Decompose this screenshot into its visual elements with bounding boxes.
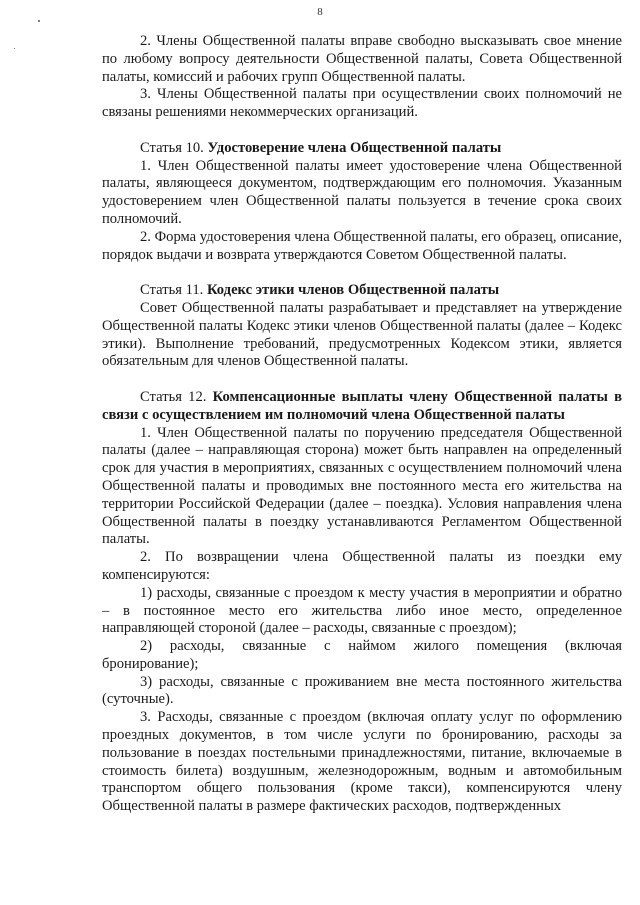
article-label: Статья 10.: [140, 139, 204, 156]
list-item: 3) расходы, связанные с проживанием вне места постоянного жительства (суточные).: [102, 673, 622, 708]
scan-speck: [38, 20, 40, 22]
paragraph: 3. Расходы, связанные с проездом (включая оплату услуг по оформлению проездных документов, в том числе услуги по бронированию, расходы за пользование в поездах постельными принадлежностями, питание, включаемые в стоимость билета) воздушным, железнодорожным, водным и автомобильным транспортом общего пользования (кроме такси), компенсируются члену Общественной палаты в размере фактических расходов, подтвержденных: [102, 709, 622, 815]
article-label: Статья 11.: [140, 282, 204, 299]
paragraph: 2. Члены Общественной палаты вправе свободно высказывать свое мнение по любому вопросу деятельности Общественной палаты, Совета Общественной палаты, комиссий и рабочих групп Общественной палаты.: [102, 33, 622, 85]
paragraph: 2. По возвращении члена Общественной палаты из поездки ему компенсируются:: [102, 549, 622, 583]
list-item: 2) расходы, связанные с наймом жилого помещения (включая бронирование);: [102, 638, 622, 672]
paragraph: 2. Форма удостоверения члена Общественной палаты, его образец, описание, порядок выдачи и возврата утверждаются Советом Общественной палаты.: [102, 228, 622, 263]
paragraph: 3. Члены Общественной палаты при осуществлении своих полномочий не связаны решениями некоммерческих организаций.: [102, 86, 622, 121]
paragraph: 1. Член Общественной палаты по поручению председателя Общественной палаты (далее – направляющая сторона) может быть направлен на определенный срок для участия в мероприятиях, связанных с осуществлением полномочий члена Общественной палаты и проводимых вне постоянного места его жительства на территории Российской Федерации (далее – поездка). Условия направления члена Общественной палаты в поездку устанавливаются Регламентом Общественной палаты.: [102, 424, 622, 548]
page-number: 8: [317, 6, 323, 18]
list-item: 1) расходы, связанные с проездом к месту участия в мероприятии и обратно – в постоянное место его жительства либо иное место, определенное направляющей стороной (далее – расходы, связанные с проездом);: [102, 584, 622, 637]
article-heading: [102, 282, 622, 300]
document-body: [102, 33, 622, 816]
article-title: Компенсационные выплаты члену Общественной палаты в связи с осуществлением им полномочий члена Общественной палаты: [102, 388, 622, 423]
scan-speck: [14, 48, 15, 49]
paragraph: Совет Общественной палаты разрабатывает и представляет на утверждение Общественной палаты Кодекс этики членов Общественной палаты (далее – Кодекс этики). Выполнение требований, предусмотренных Кодексом этики, является обязательным для членов Общественной палаты.: [102, 299, 622, 370]
article-title: Кодекс этики членов Общественной палаты: [206, 282, 500, 299]
article-heading: [102, 140, 622, 158]
paragraph: 1. Член Общественной палаты имеет удостоверение члена Общественной палаты, являющееся документом, подтверждающим его полномочия. Указанным удостоверением член Общественной палаты пользуется в течение срока своих полномочий.: [102, 157, 622, 227]
article-heading: [102, 389, 622, 425]
article-label: Статья 12.: [140, 388, 207, 405]
article-title: Удостоверение члена Общественной палаты: [207, 139, 502, 156]
